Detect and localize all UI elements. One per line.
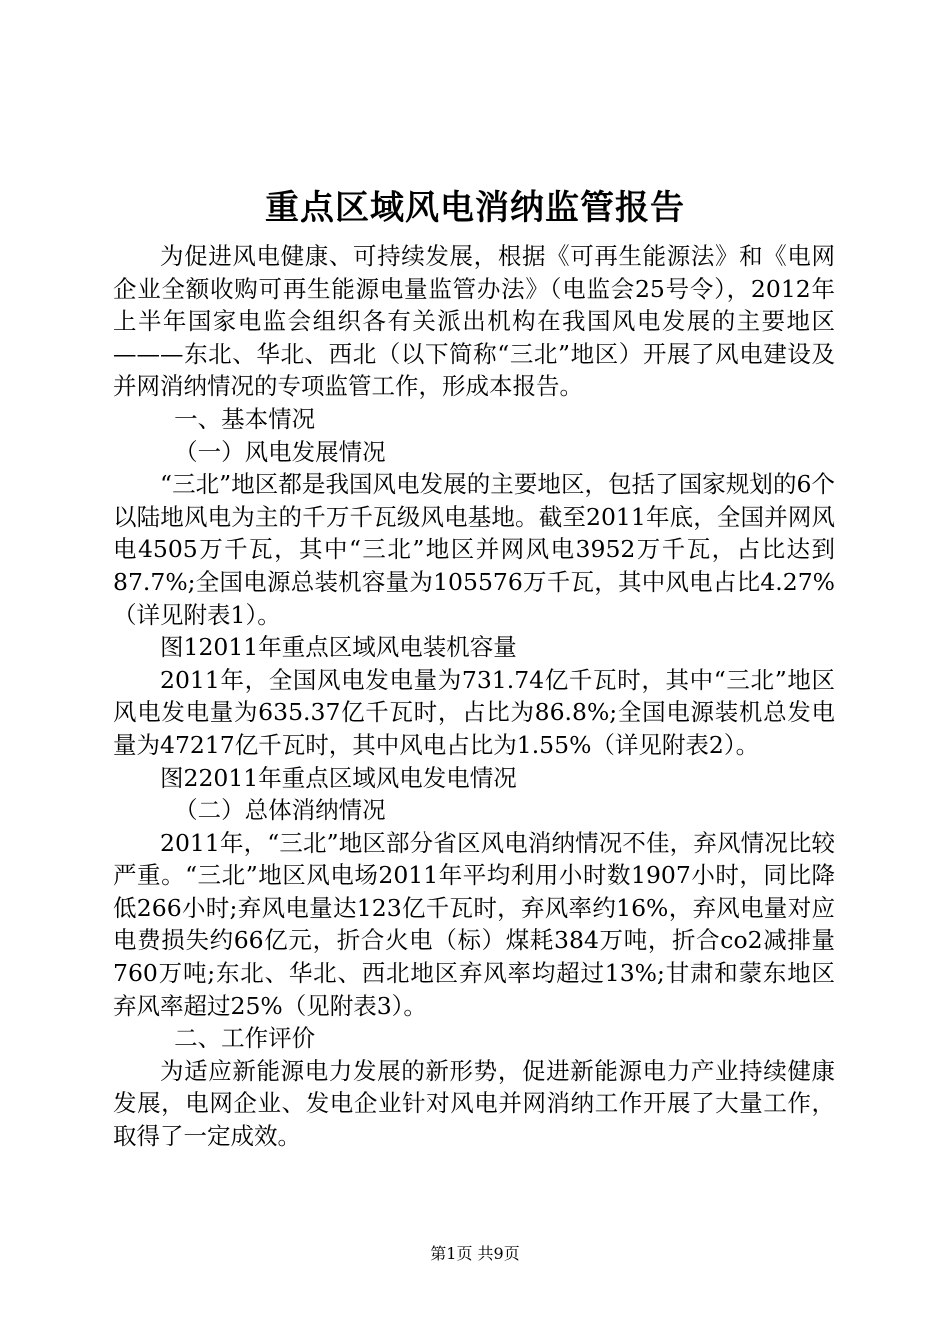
- document-body: [113, 240, 835, 1153]
- paragraph-development: “三北”地区都是我国风电发展的主要地区，包括了国家规划的6个以陆地风电为主的千万千瓦级风电基地。截至2011年底，全国并网风电4505万千瓦，其中“三北”地区并网风电3952万千瓦，占比达到87.7%;全国电源总装机容量为105576万千瓦，其中风电占比4.27%（详见附表1）。: [113, 470, 835, 629]
- page-footer: 第1页 共9页: [430, 1244, 520, 1263]
- paragraph-intro: 为促进风电健康、可持续发展，根据《可再生能源法》和《电网企业全额收购可再生能源电量监管办法》（电监会25号令），2012年上半年国家电监会组织各有关派出机构在我国风电发展的主要地区———东北、华北、西北（以下简称“三北”地区）开展了风电建设及并网消纳情况的专项监管工作，形成本报告。: [113, 242, 835, 401]
- figure-caption-1: 图12011年重点区域风电装机容量: [160, 633, 517, 662]
- figure-caption-2: 图22011年重点区域风电发电情况: [160, 763, 517, 792]
- subsection-heading-development: （一）风电发展情况: [174, 437, 386, 466]
- subsection-heading-consumption: （二）总体消纳情况: [174, 796, 386, 825]
- paragraph-evaluation: 为适应新能源电力发展的新形势，促进新能源电力产业持续健康发展，电网企业、发电企业针对风电并网消纳工作开展了大量工作，取得了一定成效。: [113, 1056, 835, 1151]
- document-title: 重点区域风电消纳监管报告: [265, 188, 685, 228]
- section-heading-basic: 一、基本情况: [174, 404, 316, 433]
- paragraph-consumption: 2011年，“三北”地区部分省区风电消纳情况不佳，弃风情况比较严重。“三北”地区风电场2011年平均利用小时数1907小时，同比降低266小时;弃风电量达123亿千瓦时，弃风率约16%，弃风电量对应电费损失约66亿元，折合火电（标）煤耗384万吨，折合co2减排量760万吨;东北、华北、西北地区弃风率均超过13%;甘肃和蒙东地区弃风率超过25%（见附表3）。: [113, 828, 835, 1020]
- paragraph-generation: 2011年，全国风电发电量为731.74亿千瓦时，其中“三北”地区风电发电量为635.37亿千瓦时，占比为86.8%;全国电源装机总发电量为47217亿千瓦时，其中风电占比为1.55%（详见附表2）。: [113, 665, 835, 759]
- section-heading-evaluation: 二、工作评价: [174, 1024, 316, 1053]
